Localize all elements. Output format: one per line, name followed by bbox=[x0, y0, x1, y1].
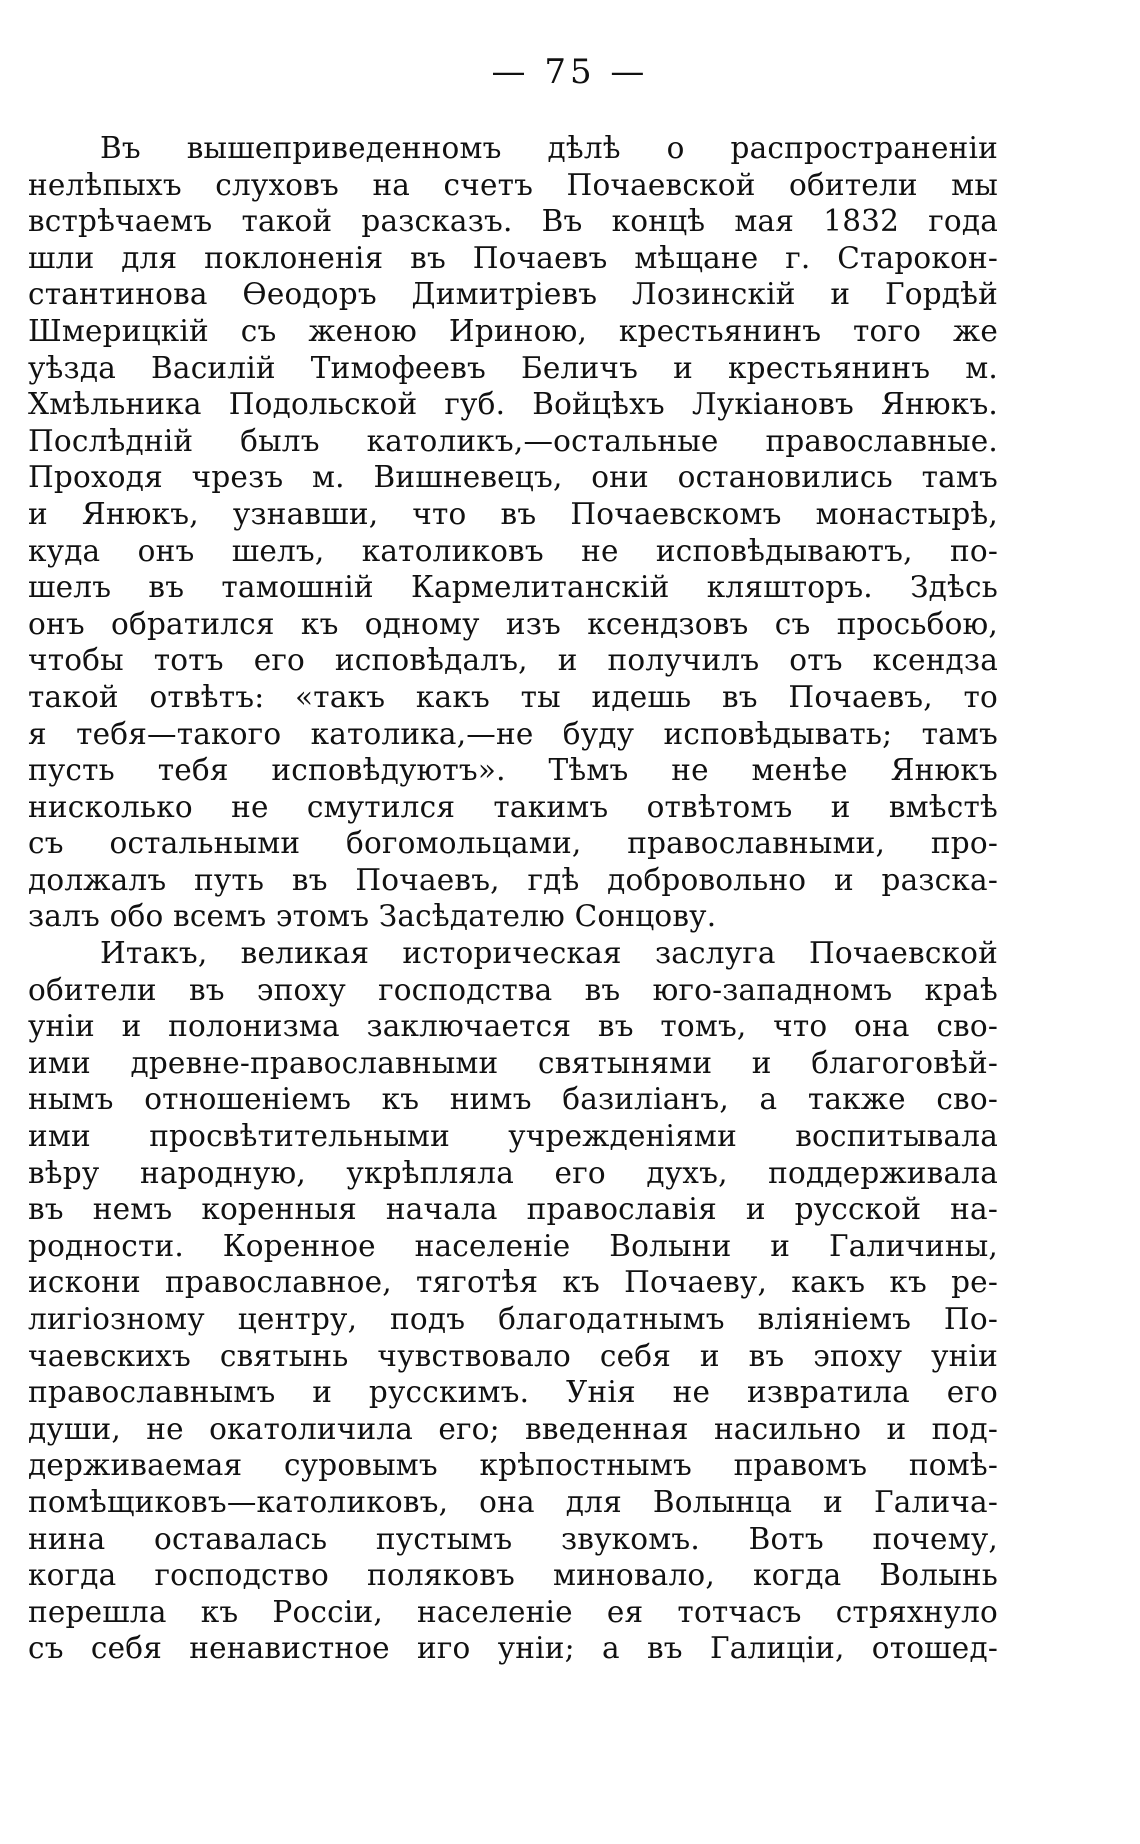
text-line: держиваемая суровымъ крѣпостнымъ правомъ помѣ- bbox=[28, 1448, 998, 1483]
paragraph-1 bbox=[28, 130, 998, 935]
text-line: встрѣчаемъ такой разсказъ. Въ концѣ мая 1832 года bbox=[28, 204, 998, 239]
text-line: ими древне-православными святынями и благоговѣй- bbox=[28, 1045, 998, 1080]
text-line: въ немъ коренныя начала православія и русской на- bbox=[28, 1192, 998, 1227]
text-line: Итакъ, великая историческая заслуга Почаевской bbox=[100, 936, 998, 971]
text-line: и Янюкъ, узнавши, что въ Почаевскомъ монастырѣ, bbox=[28, 496, 998, 531]
body-text bbox=[28, 130, 998, 1667]
text-line: шли для поклоненія въ Почаевъ мѣщане г. Старокон- bbox=[28, 240, 998, 275]
text-line: Хмѣльника Подольской губ. Войцѣхъ Лукіановъ Янюкъ. bbox=[28, 387, 998, 422]
paragraph-2 bbox=[28, 935, 998, 1667]
text-line: нелѣпыхъ слуховъ на счетъ Почаевской обители мы bbox=[28, 167, 998, 202]
text-line: родности. Коренное населеніе Волыни и Галичины, bbox=[28, 1228, 998, 1263]
text-line: обители въ эпоху господства въ юго-западномъ краѣ bbox=[28, 972, 998, 1007]
text-line: Послѣдній былъ католикъ,—остальные православные. bbox=[28, 423, 998, 458]
text-line: лигіозному центру, подъ благодатнымъ вліяніемъ По- bbox=[28, 1302, 998, 1336]
text-line: искони православное, тяготѣя къ Почаеву, какъ къ ре- bbox=[28, 1265, 998, 1300]
text-line: души, не окатоличила его; введенная насильно и под- bbox=[28, 1411, 998, 1446]
text-line: я тебя—такого католика,—не буду исповѣдывать; тамъ bbox=[28, 716, 998, 751]
text-line: должалъ путь въ Почаевъ, гдѣ добровольно и разска- bbox=[28, 862, 998, 897]
text-line: Проходя чрезъ м. Вишневецъ, они остановились тамъ bbox=[28, 460, 998, 495]
text-line: Въ вышеприведенномъ дѣлѣ о распространеніи bbox=[100, 131, 998, 165]
text-line: вѣру народную, укрѣпляла его духъ, поддерживала bbox=[28, 1155, 998, 1190]
text-line: когда господство поляковъ миновало, когда Волынь bbox=[28, 1558, 998, 1593]
text-line: куда онъ шелъ, католиковъ не исповѣдываютъ, по- bbox=[28, 533, 998, 568]
text-line: перешла къ Россіи, населеніе ея тотчасъ стряхнуло bbox=[28, 1594, 998, 1629]
text-line: ими просвѣтительными учрежденіями воспитывала bbox=[28, 1119, 998, 1154]
text-line: стантинова Ѳеодоръ Димитріевъ Лозинскій и Гордѣй bbox=[28, 277, 998, 312]
text-line: православнымъ и русскимъ. Унія не извратила его bbox=[28, 1375, 998, 1410]
page-number: — 75 — bbox=[491, 52, 649, 92]
text-line: онъ обратился къ одному изъ ксендзовъ съ просьбою, bbox=[28, 606, 998, 641]
text-line: уніи и полонизма заключается въ томъ, что она сво- bbox=[28, 1009, 998, 1044]
text-line: помѣщиковъ—католиковъ, она для Волынца и Галича- bbox=[28, 1484, 998, 1519]
text-line: съ себя ненавистное иго уніи; а въ Галиціи, отошед- bbox=[28, 1631, 998, 1666]
text-line: пусть тебя исповѣдуютъ». Тѣмъ не менѣе Янюкъ bbox=[28, 753, 998, 788]
text-line: чаевскихъ святынь чувствовало себя и въ эпоху уніи bbox=[28, 1338, 998, 1373]
text-line: нымъ отношеніемъ къ нимъ базиліанъ, а также сво- bbox=[28, 1082, 998, 1117]
text-line: такой отвѣтъ: «такъ какъ ты идешь въ Почаевъ, то bbox=[28, 679, 998, 714]
text-line: залъ обо всемъ этомъ Засѣдателю Сонцову. bbox=[28, 899, 717, 934]
text-line: шелъ въ тамошній Кармелитанскій кляшторъ. Здѣсь bbox=[28, 570, 998, 605]
text-line: съ остальными богомольцами, православными, про- bbox=[28, 826, 998, 861]
text-line: уѣзда Василій Тимофеевъ Беличъ и крестьянинъ м. bbox=[28, 350, 998, 385]
text-line: Шмерицкій съ женою Ириною, крестьянинъ того же bbox=[28, 313, 998, 348]
text-line: нина оставалась пустымъ звукомъ. Вотъ почему, bbox=[28, 1521, 998, 1556]
text-line: нисколько не смутился такимъ отвѣтомъ и вмѣстѣ bbox=[28, 789, 998, 824]
text-line: чтобы тотъ его исповѣдалъ, и получилъ отъ ксендза bbox=[28, 643, 998, 678]
